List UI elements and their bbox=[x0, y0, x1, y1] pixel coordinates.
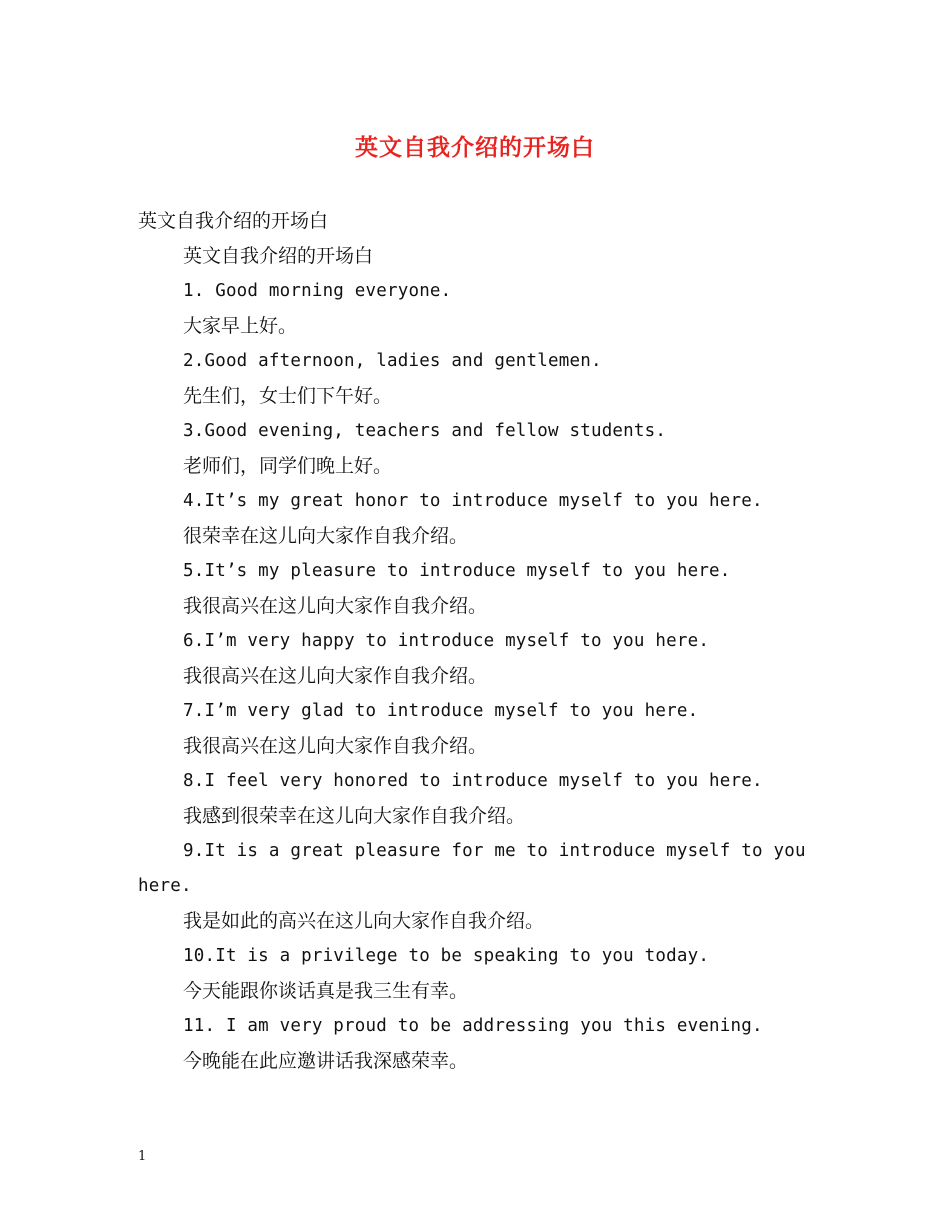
chinese-translation: 我很高兴在这儿向大家作自我介绍。 bbox=[183, 735, 488, 757]
section-heading: 英文自我介绍的开场白 bbox=[138, 210, 329, 232]
english-phrase: 11. I am very proud to be addressing you this evening. bbox=[183, 1016, 763, 1036]
chinese-translation: 很荣幸在这儿向大家作自我介绍。 bbox=[183, 525, 469, 547]
chinese-translation: 我感到很荣幸在这儿向大家作自我介绍。 bbox=[183, 805, 526, 827]
english-phrase: 6.I’m very happy to introduce myself to you here. bbox=[183, 631, 710, 651]
chinese-translation: 今晚能在此应邀讲话我深感荣幸。 bbox=[183, 1050, 469, 1072]
english-phrase: 7.I’m very glad to introduce myself to you here. bbox=[183, 701, 699, 721]
chinese-translation: 先生们，女士们下午好。 bbox=[183, 385, 393, 407]
english-phrase: 8.I feel very honored to introduce myself to you here. bbox=[183, 771, 763, 791]
chinese-translation: 今天能跟你谈话真是我三生有幸。 bbox=[183, 980, 469, 1002]
english-phrase: 3.Good evening, teachers and fellow students. bbox=[183, 421, 667, 441]
chinese-translation: 我很高兴在这儿向大家作自我介绍。 bbox=[183, 595, 488, 617]
english-phrase: 10.It is a privilege to be speaking to you today. bbox=[183, 946, 710, 966]
english-phrase: 9.It is a great pleasure for me to introduce myself to you bbox=[183, 841, 806, 861]
page-title: 英文自我介绍的开场白 bbox=[355, 134, 595, 161]
english-phrase: 4.It’s my great honor to introduce myself to you here. bbox=[183, 491, 763, 511]
english-phrase: 1. Good morning everyone. bbox=[183, 281, 452, 301]
chinese-translation: 我是如此的高兴在这儿向大家作自我介绍。 bbox=[183, 910, 545, 932]
english-phrase: 2.Good afternoon, ladies and gentlemen. bbox=[183, 351, 602, 371]
page-number: 1 bbox=[138, 1149, 147, 1164]
english-phrase-wrap: here. bbox=[138, 876, 192, 896]
chinese-translation: 我很高兴在这儿向大家作自我介绍。 bbox=[183, 665, 488, 687]
document-body bbox=[138, 204, 828, 1079]
chinese-translation: 老师们，同学们晚上好。 bbox=[183, 455, 393, 477]
section-subheading: 英文自我介绍的开场白 bbox=[183, 245, 374, 267]
english-phrase: 5.It’s my pleasure to introduce myself to you here. bbox=[183, 561, 731, 581]
chinese-translation: 大家早上好。 bbox=[183, 315, 298, 337]
